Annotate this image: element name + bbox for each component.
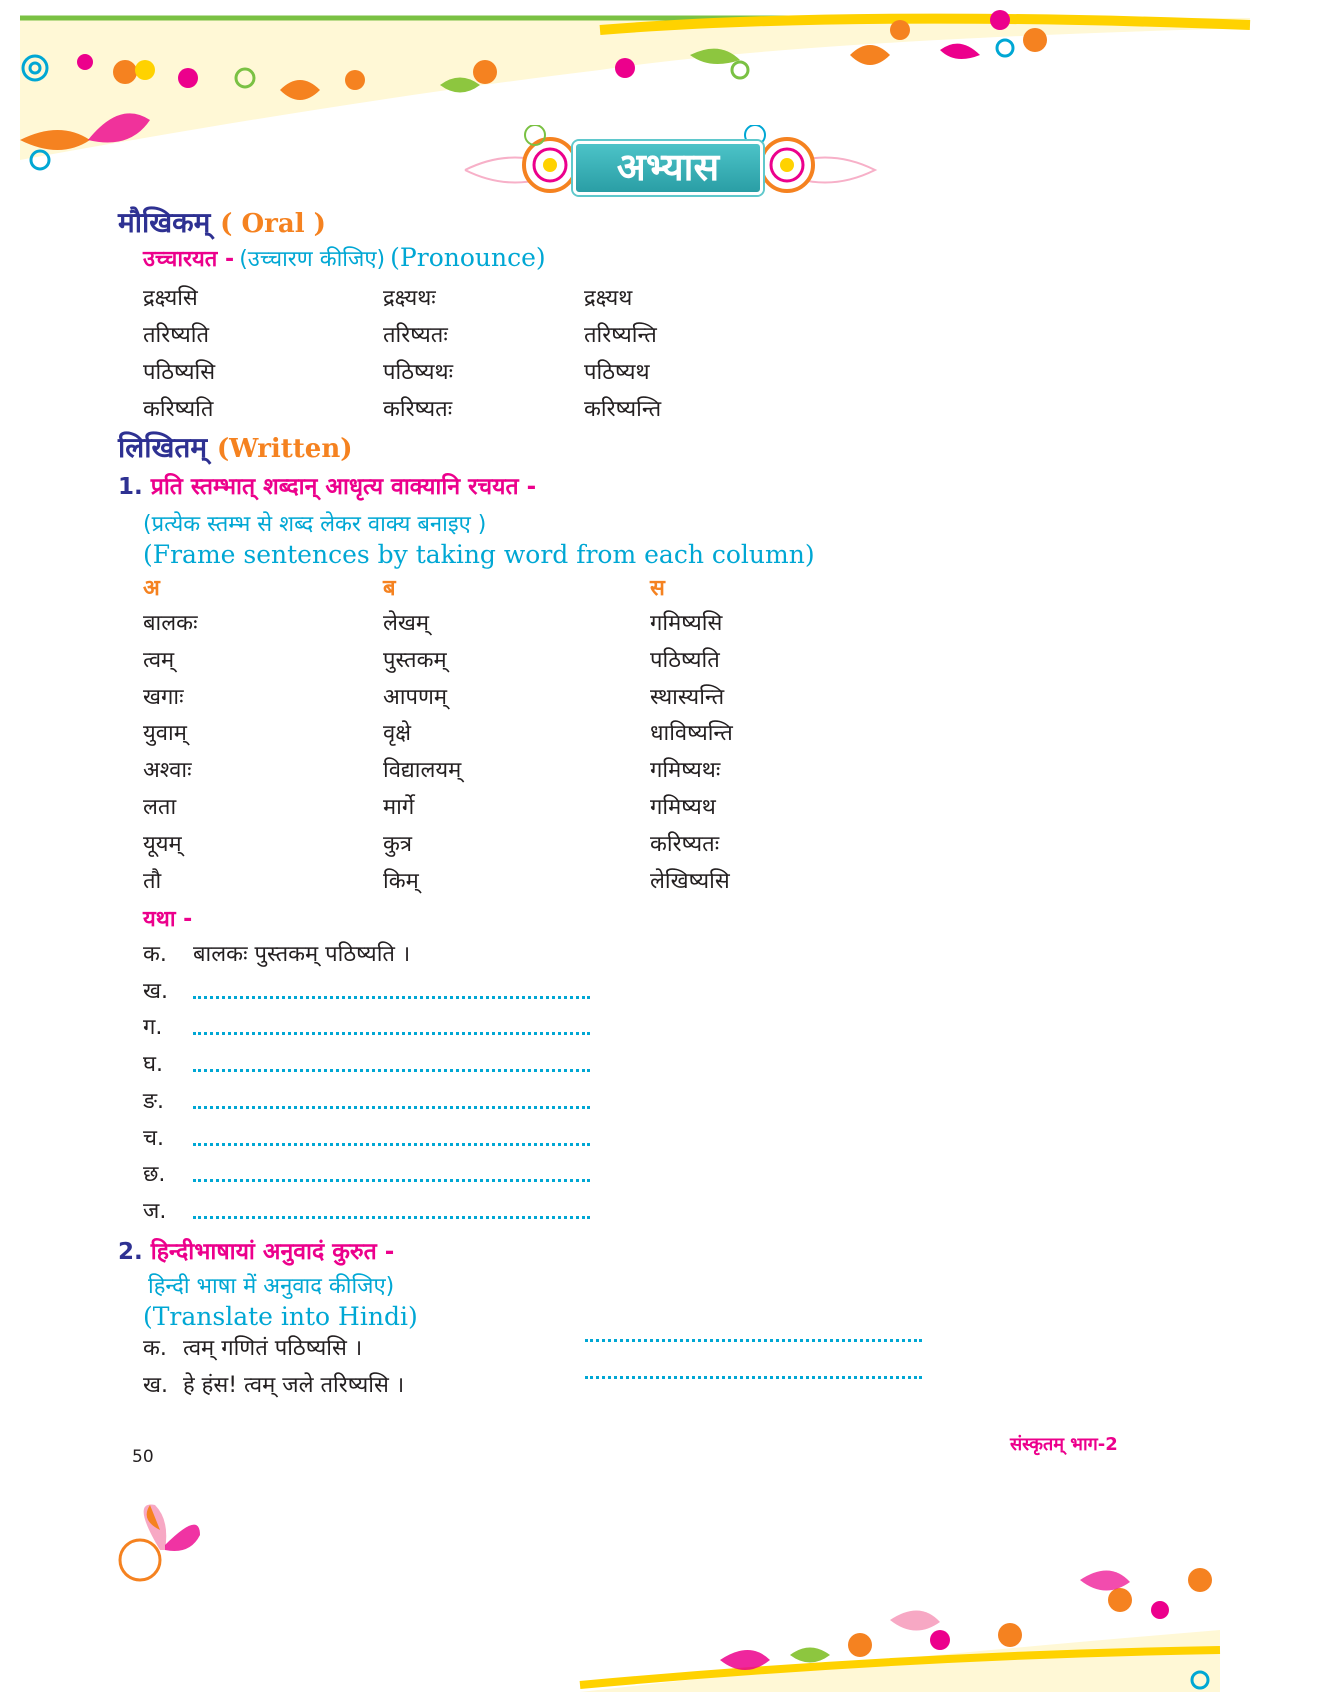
question-1-hindi: (प्रत्येक स्तम्भ से शब्द लेकर वाक्य बनाइए ) [143, 512, 487, 537]
written-heading-english: (Written) [216, 434, 353, 464]
answer-label: ग. [143, 1015, 163, 1041]
oral-word: पठिष्यथ [584, 360, 650, 385]
question-1-number: 1. [118, 474, 143, 500]
table-cell: वृक्षे [383, 721, 412, 747]
oral-word: तरिष्यति [143, 323, 210, 348]
translate-dotted-line [585, 1339, 922, 1342]
answer-dotted-line [193, 1216, 590, 1219]
oral-instruction-sanskrit: उच्चारयत - [143, 247, 235, 272]
translate-dotted-line [585, 1376, 922, 1379]
translate-label: ख. [143, 1373, 168, 1398]
question-1 [118, 469, 536, 501]
answer-label: घ. [143, 1052, 163, 1078]
table-cell: बालकः [143, 611, 198, 636]
answer-dotted-line [193, 1106, 590, 1109]
table-cell: गमिष्यसि [650, 611, 723, 636]
column-header-a: अ [143, 576, 160, 601]
table-cell: गमिष्यथः [650, 758, 721, 784]
table-cell: युवाम् [143, 721, 187, 747]
answer-label: ख. [143, 978, 168, 1004]
table-cell: पुस्तकम् [383, 647, 447, 673]
oral-heading-english: ( Oral ) [220, 209, 326, 239]
question-2-hindi: हिन्दी भाषा में अनुवाद कीजिए) [148, 1274, 395, 1299]
table-cell: त्वम् [143, 647, 175, 673]
question-1-english: (Frame sentences by taking word from each column) [143, 540, 815, 569]
table-cell: लेखम् [383, 611, 430, 636]
answer-label: क. [143, 942, 167, 967]
page-title: अभ्यास [616, 145, 720, 189]
table-cell: स्थास्यन्ति [650, 684, 725, 710]
exercise-banner [455, 125, 885, 215]
answer-label: ज. [143, 1198, 167, 1224]
table-cell: पठिष्यति [650, 647, 720, 673]
example-label: यथा - [143, 907, 193, 932]
answer-label: च. [143, 1125, 164, 1151]
oral-word: पठिष्यथः [383, 360, 454, 385]
page-number: 50 [132, 1447, 154, 1467]
oral-word: करिष्यतः [383, 397, 453, 422]
oral-word: तरिष्यन्ति [584, 323, 657, 348]
butterfly-icon [110, 1500, 220, 1590]
bottom-floral-border [560, 1560, 1332, 1692]
table-cell: कुत्र [383, 831, 413, 857]
translate-sentence: त्वम् गणितं पठिष्यसि । [183, 1336, 363, 1361]
oral-heading-sanskrit: मौखिकम् [118, 206, 211, 239]
question-2-number: 2. [118, 1239, 143, 1265]
oral-word: पठिष्यसि [143, 360, 216, 385]
oral-word: तरिष्यतः [383, 323, 448, 348]
answer-label: ङ. [143, 1088, 165, 1114]
oral-instruction-english: (Pronounce) [390, 243, 546, 272]
table-cell: तौ [143, 868, 162, 894]
table-cell: धाविष्यन्ति [650, 721, 733, 747]
question-2 [118, 1234, 394, 1266]
table-cell: लता [143, 795, 177, 820]
translate-sentence: हे हंस! त्वम् जले तरिष्यसि । [183, 1373, 405, 1398]
oral-heading [118, 203, 326, 241]
answer-dotted-line [193, 996, 590, 999]
answer-dotted-line [193, 1069, 590, 1072]
oral-instruction [143, 243, 546, 273]
answer-dotted-line [193, 1032, 590, 1035]
table-cell: मार्गे [383, 795, 415, 820]
written-heading-sanskrit: लिखितम् [118, 431, 208, 464]
oral-instruction-hindi: (उच्चारण कीजिए) [239, 247, 386, 272]
table-cell: खगाः [143, 684, 184, 710]
question-2-english: (Translate into Hindi) [143, 1302, 418, 1331]
oral-word: द्रक्ष्यथ [584, 286, 633, 311]
question-1-text: प्रति स्तम्भात् शब्दान् आधृत्य वाक्यानि रचयत - [150, 474, 537, 500]
book-title: संस्कृतम् भाग-2 [1010, 1434, 1118, 1455]
column-header-c: स [650, 576, 665, 601]
table-cell: विद्यालयम् [383, 758, 462, 784]
answer-label: छ. [143, 1162, 166, 1188]
table-cell: किम् [383, 868, 419, 894]
written-heading [118, 428, 353, 466]
table-cell: गमिष्यथ [650, 795, 716, 820]
answer-example: बालकः पुस्तकम् पठिष्यति । [193, 942, 411, 967]
table-cell: आपणम् [383, 684, 448, 710]
answer-dotted-line [193, 1143, 590, 1146]
oral-word: करिष्यन्ति [584, 397, 662, 422]
translate-label: क. [143, 1336, 167, 1361]
table-cell: करिष्यतः [650, 831, 720, 857]
oral-word: द्रक्ष्यथः [383, 286, 436, 311]
table-cell: अश्वाः [143, 758, 192, 784]
table-cell: लेखिष्यसि [650, 868, 730, 894]
column-header-b: ब [383, 576, 396, 601]
oral-word: करिष्यति [143, 397, 214, 422]
table-cell: यूयम् [143, 831, 182, 857]
question-2-text: हिन्दीभाषायां अनुवादं कुरुत - [150, 1239, 395, 1265]
answer-dotted-line [193, 1179, 590, 1182]
oral-word: द्रक्ष्यसि [143, 286, 198, 311]
